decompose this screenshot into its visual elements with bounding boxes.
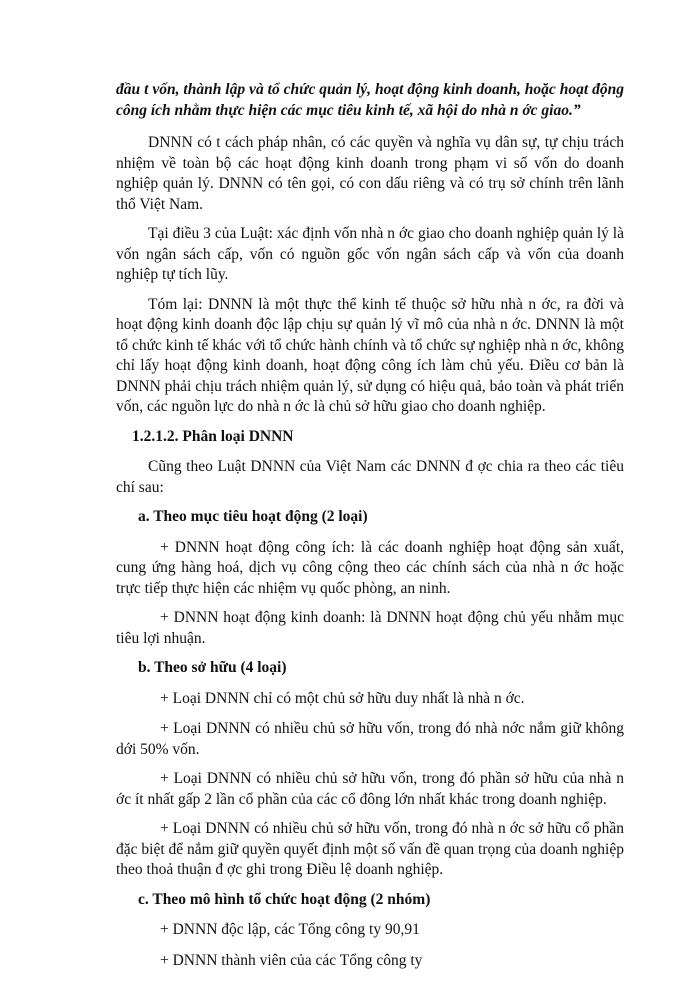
subheading-by-ownership: b. Theo sở hữu (4 loại) (138, 659, 287, 676)
list-item-model-2: + DNNN thành viên của các Tổng công ty (160, 951, 423, 969)
subheading-by-objective: a. Theo mục tiêu hoạt động (2 loại) (138, 508, 368, 525)
document-page (116, 80, 624, 981)
section-heading-classification: 1.2.1.2. Phân loại DNNN (132, 427, 294, 445)
list-item-business: + DNNN hoạt động kinh doanh: là DNNN hoạt động chủ yếu nhằm mục tiêu lợi nhuận. (116, 609, 624, 647)
list-item-ownership-4: + Loại DNNN có nhiều chủ sở hữu vốn, trong đó nhà n ớc sở hữu cổ phần đặc biệt để nắm giữ quyền quyết định một số vấn đề quan trọng của doanh nghiệp theo thoả thuận đ ợc ghi trong Điều lệ doanh nghiệp. (116, 820, 624, 878)
list-item-public-service: + DNNN hoạt động công ích: là các doanh nghiệp hoạt động sản xuất, cung ứng hàng hoá, dịch vụ công cộng theo các chính sách của nhà n ớc hoặc trực tiếp thực hiện các nhiệm vụ quốc phòng, an ninh. (116, 538, 624, 597)
list-item-ownership-2: + Loại DNNN có nhiều chủ sở hữu vốn, trong đó nhà nớc nắm giữ không dới 50% vốn. (116, 720, 624, 758)
quote-paragraph: đầu t vốn, thành lập và tổ chức quản lý, hoạt động kinh doanh, hoặc hoạt động công ích nhằm thực hiện các mục tiêu kinh tế, xã hội do nhà n ớc giao.” (116, 81, 624, 119)
paragraph-legal-status: DNNN có t cách pháp nhân, có các quyền và nghĩa vụ dân sự, tự chịu trách nhiệm về toàn bộ các hoạt động kinh doanh trong phạm vi số vốn do doanh nghiệp quản lý. DNNN có tên gọi, có con dấu riêng và có trụ sở chính trên lãnh thổ Việt Nam. (116, 134, 624, 213)
paragraph-article-3: Tại điều 3 của Luật: xác định vốn nhà n ớc giao cho doanh nghiệp quản lý là vốn ngân sách cấp, vốn có nguồn gốc vốn ngân sách cấp và vốn của doanh nghiệp tự tích lũy. (116, 225, 624, 283)
list-item-model-1: + DNNN độc lập, các Tổng công ty 90,91 (160, 921, 420, 938)
paragraph-summary: Tóm lại: DNNN là một thực thể kinh tế thuộc sở hữu nhà n ớc, ra đời và hoạt động kinh doanh độc lập chịu sự quản lý vĩ mô của nhà n ớc. DNNN là một tổ chức kinh tế khác với tổ chức hành chính và tổ chức sự nghiệp nhà n ớc, không chỉ lấy hoạt động kinh doanh, hoạt động công ích làm chủ yếu. Điều cơ bản là DNNN phải chịu trách nhiệm quản lý, sử dụng có hiệu quả, bảo toàn và phát triển vốn, các nguồn lực do nhà n ớc là chủ sở hữu giao cho doanh nghiệp. (116, 295, 624, 415)
paragraph-classification-intro: Cũng theo Luật DNNN của Việt Nam các DNNN đ ợc chia ra theo các tiêu chí sau: (116, 458, 624, 496)
list-item-ownership-3: + Loại DNNN có nhiều chủ sở hữu vốn, trong đó phần sở hữu của nhà n ớc ít nhất gấp 2 lần cổ phần của các cổ đông lớn nhất khác trong doanh nghiệp. (116, 770, 624, 808)
list-item-ownership-1: + Loại DNNN chỉ có một chủ sở hữu duy nhất là nhà n ớc. (160, 689, 525, 707)
subheading-by-model: c. Theo mô hình tổ chức hoạt động (2 nhóm) (138, 890, 431, 908)
